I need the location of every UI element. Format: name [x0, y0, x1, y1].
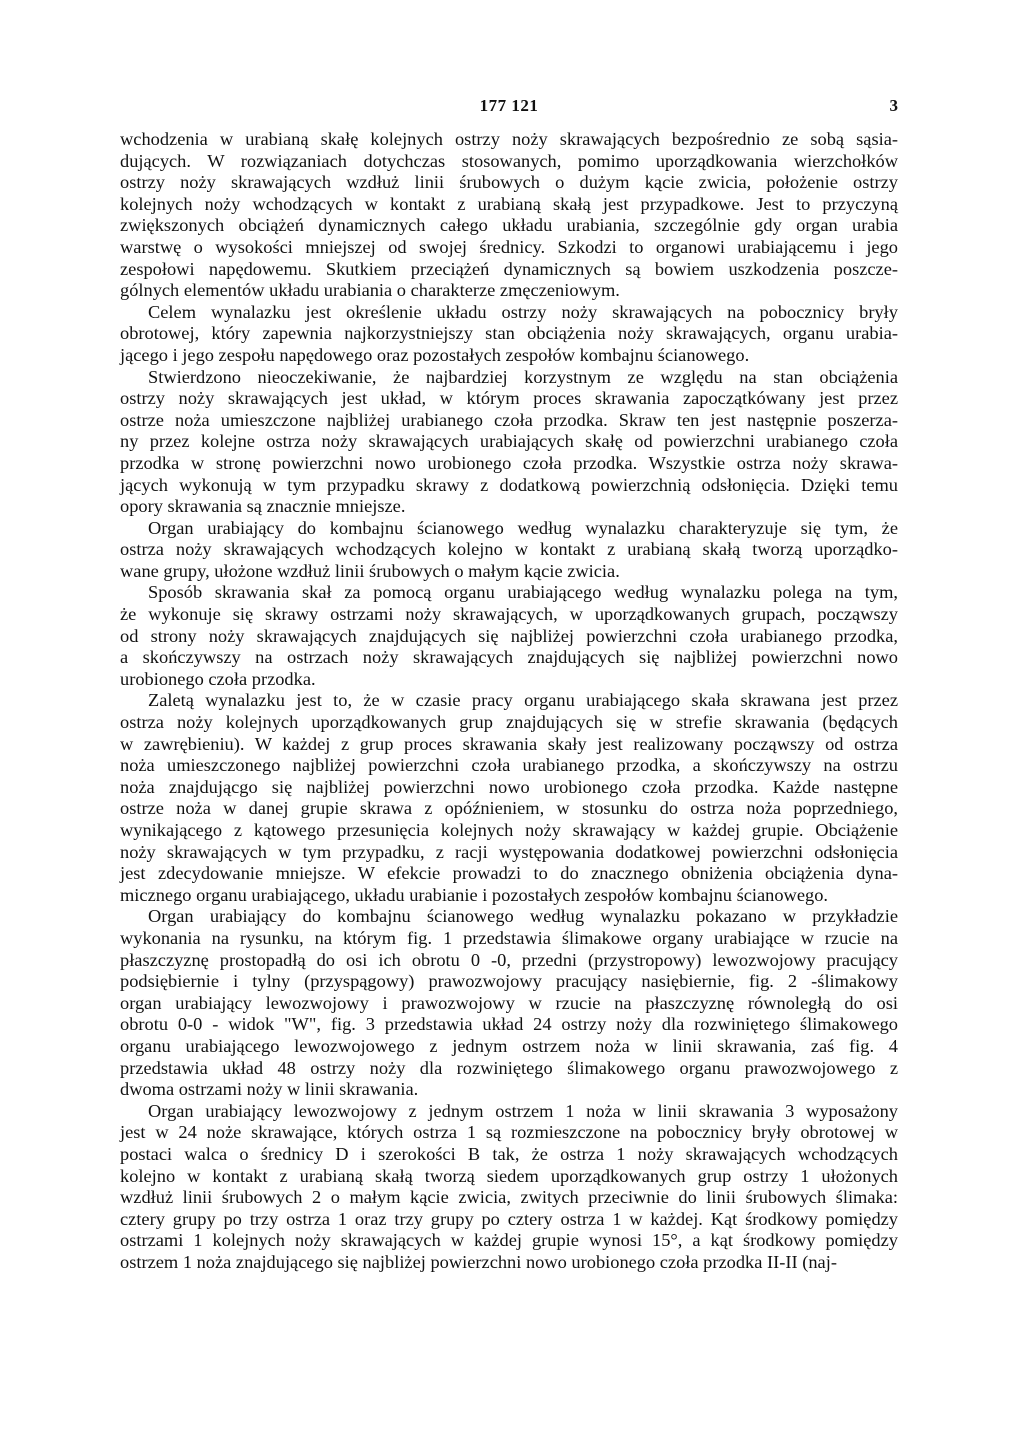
text-line: noży skrawających w tym przypadku, z racji występowania dodatkowej powierzchni odsłonięcia [120, 841, 898, 862]
paragraph [120, 690, 898, 906]
text-line: wykonania na rysunku, na którym fig. 1 przedstawia ślimakowe organy urabiające w rzucie na [120, 927, 898, 948]
page-number: 3 [889, 96, 898, 115]
text-line: dujących. W rozwiązaniach dotychczas stosowanych, pomimo uporządkowania wierzchołków [120, 150, 898, 171]
text-line: micznego organu urabiającego, układu urabianie i pozostałych zespołów kombajnu ścianowego. [120, 884, 828, 905]
text-line: organ urabiający lewozwojowy i prawozwojowy w rzucie na płaszczyznę równoległą do osi [120, 992, 898, 1013]
text-line: Organ urabiający do kombajnu ścianowego według wynalazku pokazano w przykładzie [148, 906, 898, 927]
text-line: noża znajdującgo się najbliżej powierzchni nowo urobionego czoła przodka. Każde następne [120, 776, 898, 797]
text-line: ostrza noży skrawających wchodzących kolejno w kontakt z urabianą skałą tworzą uporządko- [120, 539, 898, 560]
text-line: jest w 24 noże skrawające, których ostrza 1 są rozmieszczone na pobocznicy bryły obrotowej w [120, 1122, 898, 1143]
text-line: że wykonuje się skrawy ostrzami noży skrawających, w uporządkowanych grupach, począwszy [120, 604, 898, 625]
text-line: wynikającego z kątowego przesunięcia kolejnych noży skrawający w każdej grupie. Obciążenie [120, 820, 898, 840]
text-line: od strony noży skrawających znajdujących się najbliżej powierzchni czoła urabianego przodka, [120, 625, 898, 646]
text-line: a skończywszy na ostrzach noży skrawających znajdujących się najbliżej powierzchni nowo [120, 647, 898, 668]
text-line: ostrzem 1 noża znajdującego się najbliżej powierzchni nowo urobionego czoła przodka II-II (naj- [120, 1251, 837, 1272]
text-line: Stwierdzono nieoczekiwanie, że najbardziej korzystnym ze względu na stan obciążenia [148, 366, 898, 387]
text-line: przodka w stronę powierzchni nowo urobionego czoła przodka. Wszystkie ostrza noży skrawa- [120, 452, 898, 473]
text-line: Organ urabiający lewozwojowy z jednym ostrzem 1 noża w linii skrawania 3 wyposażony [148, 1100, 898, 1121]
text-line: ostrza noży kolejnych uporządkowanych grup znajdujących się w strefie skrawania (będących [120, 712, 898, 733]
document-number: 177 121 [479, 96, 539, 115]
paragraph [120, 367, 898, 518]
document-body [120, 129, 898, 1273]
text-line: podsiębiernie i tylny (przyspągowy) prawozwojowy pracujący nasiębiernie, fig. 2 -ślimakowy [120, 971, 898, 992]
text-line: opory skrawania są znacznie mniejsze. [120, 496, 406, 517]
paragraph [120, 582, 898, 690]
text-line: obrotowej, który zapewnia najkorzystniejszy stan obciążenia noży skrawających, organu urabia- [120, 323, 898, 344]
text-line: gólnych elementów układu urabiania o charakterze zmęczeniowym. [120, 280, 620, 301]
text-line: zespołowi napędowemu. Skutkiem przeciążeń dynamicznych są bowiem uszkodzenia poszcze- [120, 258, 898, 279]
paragraph [120, 129, 898, 302]
text-line: zwiększonych obciążeń dynamicznych całego układu urabiania, szczególnie gdy organ urabia [120, 215, 898, 236]
text-line: ostrzami 1 kolejnych noży skrawających w każdej grupie wynosi 15°, a kąt środkowy pomiędzy [120, 1230, 898, 1251]
text-line: Sposób skrawania skał za pomocą organu urabiającego według wynalazku polega na tym, [148, 582, 898, 603]
paragraph [120, 1101, 898, 1274]
text-line: ostrzy noży skrawających wzdłuż linii śrubowych o dużym kącie zwicia, położenie ostrzy [120, 172, 898, 193]
text-line: przedstawia układ 48 ostrzy noży dla rozwiniętego ślimakowego organu prawozwojowego z [120, 1057, 898, 1078]
paragraph [120, 518, 898, 583]
text-line: wchodzenia w urabianą skałę kolejnych ostrzy noży skrawających bezpośrednio ze sobą sąsia- [120, 129, 898, 149]
text-line: w zawrębieniu). W każdej z grup proces skrawania skały jest realizowany począwszy od ostrza [120, 733, 898, 754]
text-line: ostrze noża umieszczone najbliżej urabianego czoła przodka. Skraw ten jest następnie poszerza- [120, 409, 898, 430]
text-line: noża umieszczonego najbliżej powierzchni czoła urabianego przodka, a skończywszy na ostrzu [120, 755, 898, 776]
text-line: dwoma ostrzami noży w linii skrawania. [120, 1079, 419, 1100]
text-line: postaci walca o średnicy D i szerokości B tak, że ostrza 1 noży skrawających wchodzących [120, 1143, 898, 1164]
text-line: jącego i jego zespołu napędowego oraz pozostałych zespołów kombajnu ścianowego. [120, 344, 750, 365]
text-line: jest zdecydowanie mniejsze. W efekcie prowadzi to do znacznego obniżenia obciążenia dyna- [120, 863, 898, 884]
text-line: urobionego czoła przodka. [120, 668, 316, 689]
text-line: ny przez kolejne ostrza noży skrawających urabiających skałę od powierzchni urabianego czoła [120, 431, 898, 452]
text-line: organu urabiającego lewozwojowego z jednym ostrzem noża w linii skrawania, zaś fig. 4 [120, 1035, 898, 1056]
text-line: wane grupy, ułożone wzdłuż linii śrubowych o małym kącie zwicia. [120, 560, 620, 581]
paragraph [120, 906, 898, 1100]
text-line: ostrzy noży skrawających jest układ, w którym proces skrawania zapoczątkówany jest przez [120, 388, 898, 409]
paragraph [120, 302, 898, 367]
text-line: Zaletą wynalazku jest to, że w czasie pracy organu urabiającego skała skrawana jest przez [148, 690, 898, 711]
text-line: ostrze noża w danej grupie skrawa z opóźnieniem, w stosunku do ostrza noża poprzedniego, [120, 798, 898, 819]
text-line: Organ urabiający do kombajnu ścianowego według wynalazku charakteryzuje się tym, że [148, 517, 898, 538]
text-line: wzdłuż linii śrubowych 2 o małym kącie zwicia, zwitych przeciwnie do linii śrubowych ślimaka: [120, 1187, 898, 1208]
text-line: cztery grupy po trzy ostrza 1 oraz trzy grupy po cztery ostrza 1 w każdej. Kąt środkowy pomiędzy [120, 1208, 898, 1229]
text-line: jących wykonują w tym przypadku skrawy z dodatkową powierzchnią odsłonięcia. Dzięki temu [120, 474, 898, 495]
page-header [120, 96, 898, 120]
text-line: płaszczyznę prostopadłą do osi ich obrotu 0 -0, przedni (przystropowy) lewozwojowy pracujący [120, 949, 898, 970]
text-line: warstwę o wysokości mniejszej od swojej średnicy. Szkodzi to organowi urabiającemu i jego [120, 236, 898, 257]
text-line: kolejno w kontakt z urabianą skałą tworzą siedem uporządkowanych grup ostrzy 1 ułożonych [120, 1165, 898, 1186]
text-line: obrotu 0-0 - widok "W", fig. 3 przedstawia układ 24 ostrzy noży dla rozwiniętego ślimakowego [120, 1014, 898, 1035]
text-line: kolejnych noży wchodzących w kontakt z urabianą skałą jest przypadkowe. Jest to przyczyną [120, 193, 898, 214]
text-line: Celem wynalazku jest określenie układu ostrzy noży skrawających na pobocznicy bryły [148, 301, 898, 322]
